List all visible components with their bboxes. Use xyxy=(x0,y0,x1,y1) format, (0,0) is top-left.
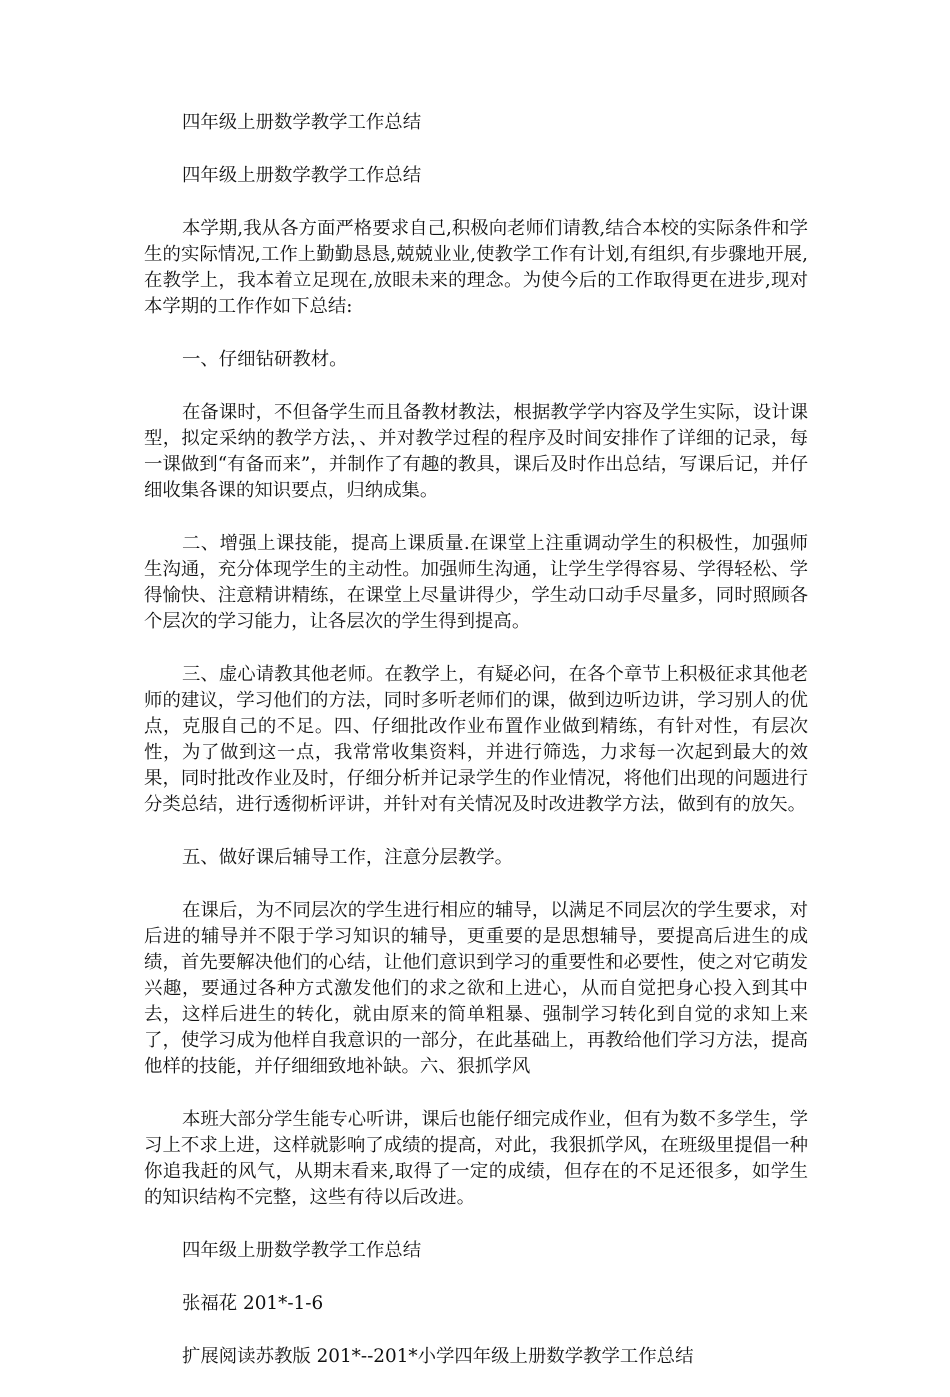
intro-paragraph: 本学期,我从各方面严格要求自己,积极向老师们请教,结合本校的实际条件和学生的实际情况,工作上勤勤恳恳,兢兢业业,使教学工作有计划,有组织,有步骤地开展,在教学上，我本着立足现在,放眼未来的理念。为使今后的工作取得更在进步,现对本学期的工作作如下总结: xyxy=(144,218,808,317)
section-paragraph-3-4: 三、虚心请教其他老师。在教学上，有疑必问，在各个章节上积极征求其他老师的建议，学习他们的方法，同时多听老师们的课，做到边听边讲，学习别人的优点，克服自己的不足。四、仔细批改作业布置作业做到精练，有针对性，有层次性，为了做到这一点，我常常收集资料，并进行筛选，力求每一次起到最大的效果，同时批改作业及时，仔细分析并记录学生的作业情况，将他们出现的问题进行分类总结，进行透彻析评讲，并针对有关情况及时改进教学方法，做到有的放矢。 xyxy=(144,664,808,815)
document-page xyxy=(144,110,808,1397)
signature-line: 张福花 201*-1-6 xyxy=(182,1293,324,1314)
closing-title: 四年级上册数学教学工作总结 xyxy=(182,1240,422,1261)
section-paragraph-1: 在备课时，不但备学生而且备教材教法，根据教学学内容及学生实际，设计课型，拟定采纳的教学方法，、并对教学过程的程序及时间安排作了详细的记录，每一课做到“有备而来”，并制作了有趣的教具，课后及时作出总结，写课后记，并仔细收集各课的知识要点，归纳成集。 xyxy=(144,402,808,501)
section-heading-5: 五、做好课后辅导工作，注意分层教学。 xyxy=(182,847,514,868)
closing-paragraph: 本班大部分学生能专心听讲，课后也能仔细完成作业，但有为数不多学生，学习上不求上进，这样就影响了成绩的提高，对此，我狠抓学风，在班级里提倡一种你追我赶的风气，从期末看来,取得了一定的成绩，但存在的不足还很多，如学生的知识结构不完整，这些有待以后改进。 xyxy=(144,1109,808,1208)
section-heading-1: 一、仔细钻研教材。 xyxy=(182,349,348,370)
section-paragraph-5-6: 在课后，为不同层次的学生进行相应的辅导，以满足不同层次的学生要求，对后进的辅导并不限于学习知识的辅导，更重要的是思想辅导，要提高后进生的成绩，首先要解决他们的心结，让他们意识到学习的重要性和必要性，使之对它萌发兴趣，要通过各种方式激发他们的求之欲和上进心，从而自觉把身心投入到其中去，这样后进生的转化，就由原来的简单粗暴、强制学习转化到自觉的求知上来了，使学习成为他样自我意识的一部分，在此基础上，再教给他们学习方法，提高他样的技能，并仔细细致地补缺。六、狠抓学风 xyxy=(144,900,808,1077)
document-subtitle: 四年级上册数学教学工作总结 xyxy=(182,165,422,186)
extended-reading-link[interactable]: 扩展阅读苏教版 201*--201*小学四年级上册数学教学工作总结 xyxy=(182,1346,694,1367)
section-paragraph-2: 二、增强上课技能，提高上课质量.在课堂上注重调动学生的积极性，加强师生沟通，充分体现学生的主动性。加强师生沟通，让学生学得容易、学得轻松、学得愉快、注意精讲精练，在课堂上尽量讲得少，学生动口动手尽量多，同时照顾各个层次的学习能力，让各层次的学生得到提高。 xyxy=(144,533,808,632)
document-title: 四年级上册数学教学工作总结 xyxy=(182,112,422,133)
